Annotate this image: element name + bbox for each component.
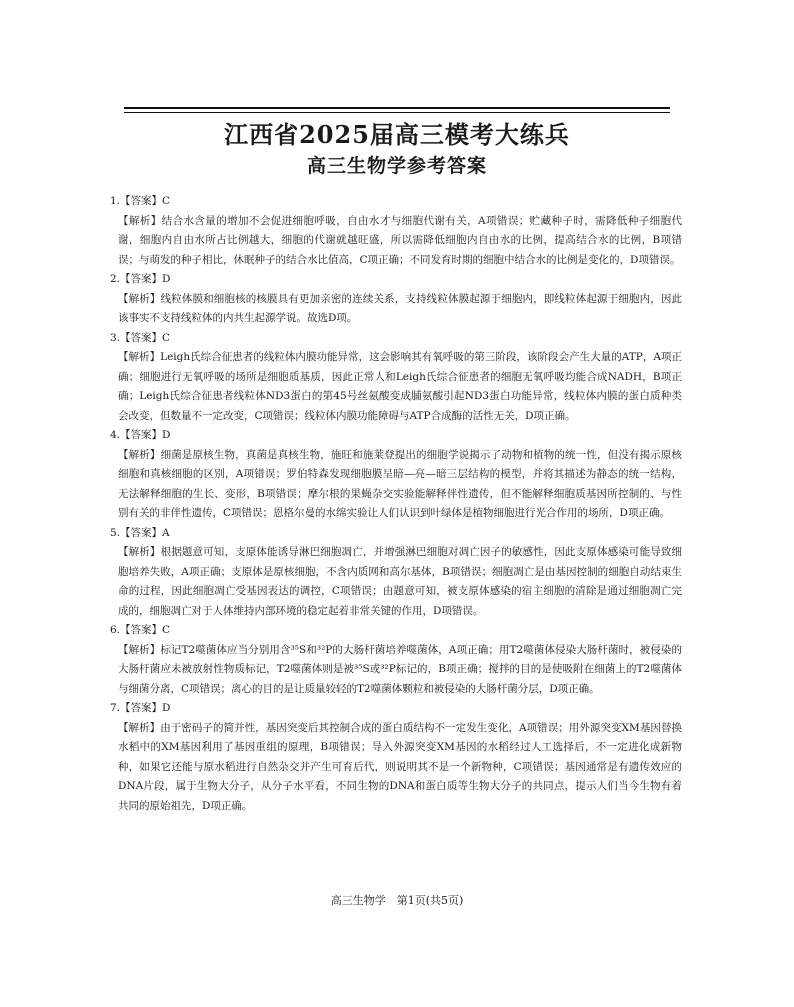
- question-2: [110, 270, 682, 329]
- answer-line: 4.【答案】D: [110, 429, 171, 441]
- explanation-text: 【解析】Leigh氏综合征患者的线粒体内膜功能异常，这会影响其有氧呼吸的第三阶段，该阶段会产生大量的ATP，A项正确；细胞进行无氧呼吸的场所是细胞质基质，因此正常人和Leigh氏综合征患者的细胞无氧呼吸均能合成NADH，B项正确；Leigh氏综合征患者线粒体ND3蛋白的第45号丝氨酸变成脯氨酸引起ND3蛋白功能异常，线粒体内膜的蛋白质种类会改变，但数量不一定改变，C项错误；线粒体内膜功能障碍与ATP合成酶的活性无关，D项正确。: [118, 351, 682, 422]
- question-1: [110, 192, 682, 270]
- question-4: [110, 426, 682, 524]
- answer-line: 3.【答案】C: [110, 331, 171, 344]
- explanation-text: 【解析】结合水含量的增加不会促进细胞呼吸，自由水才与细胞代谢有关，A项错误；贮藏种子时，需降低种子细胞代谢，细胞内自由水所占比例越大，细胞的代谢就越旺盛，所以需降低细胞内自由水的比例，提高结合水的比例，B项错误；与萌发的种子相比，休眠种子的结合水比值高，C项正确；不同发育时期的细胞中结合水的比例是变化的，D项错误。: [118, 214, 682, 266]
- explanation-text: 【解析】细菌是原核生物，真菌是真核生物，施旺和施莱登提出的细胞学说揭示了动物和植物的统一性，但没有揭示原核细胞和真核细胞的区别，A项错误；罗伯特森发现细胞膜呈暗—亮—暗三层结构的模型，并将其描述为静态的统一结构，无法解释细胞的生长、变形，B项错误；摩尔根的果蝇杂交实验能解释伴性遗传，但不能解释细胞质基因所控制的、与性别有关的非伴性遗传，C项错误；恩格尔曼的水绵实验让人们认识到叶绿体是植物细胞进行光合作用的场所，D项正确。: [118, 448, 682, 519]
- question-7: [110, 699, 682, 816]
- explanation-text: 【解析】根据题意可知，支原体能诱导淋巴细胞凋亡，并增强淋巴细胞对凋亡因子的敏感性，因此支原体感染可能导致细胞培养失败，A项正确；支原体是原核细胞，不含内质网和高尔基体，B项错误；细胞凋亡是由基因控制的细胞自动结束生命的过程，因此细胞凋亡受基因表达的调控，C项错误；由题意可知，被支原体感染的宿主细胞的清除是通过细胞凋亡完成的，细胞凋亡对于人体维持内部环境的稳定起着非常关键的作用，D项错误。: [118, 546, 682, 617]
- answer-line: 1.【答案】C: [110, 195, 171, 207]
- answer-line: 2.【答案】D: [110, 273, 171, 285]
- document-subtitle: 高三生物学参考答案: [306, 155, 487, 177]
- answer-line: 7.【答案】D: [110, 702, 171, 714]
- explanation-text: 【解析】标记T2噬菌体应当分别用含³⁵S和³²P的大肠杆菌培养噬菌体，A项正确；用T2噬菌体侵染大肠杆菌时，被侵染的大肠杆菌应未被放射性物质标记，T2噬菌体则是被³⁵S或³²P标记的，B项正确；搅拌的目的是使吸附在细菌上的T2噬菌体与细菌分离，C项错误；离心的目的是让质量较轻的T2噬菌体颗粒和被侵染的大肠杆菌分层，D项正确。: [118, 643, 682, 695]
- answer-line: 6.【答案】C: [110, 624, 171, 636]
- answer-list: [110, 192, 682, 816]
- answer-line: 5.【答案】A: [110, 526, 170, 539]
- document-title: 江西省2025届高三模考大练兵: [224, 120, 570, 149]
- question-6: [110, 621, 682, 699]
- question-5: [110, 524, 682, 622]
- explanation-text: 【解析】线粒体膜和细胞核的核膜具有更加亲密的连续关系，支持线粒体膜起源于细胞内，即线粒体起源于细胞内，因此该事实不支持线粒体的内共生起源学说。故选D项。: [118, 292, 682, 324]
- page-footer: 高三生物学 第1页(共5页): [330, 894, 464, 907]
- question-3: [110, 329, 682, 427]
- explanation-text: 【解析】由于密码子的简并性，基因突变后其控制合成的蛋白质结构不一定发生变化，A项错误；用外源突变XM基因替换水稻中的XM基因利用了基因重组的原理，B项错误；导入外源突变XM基因的水稻经过人工选择后，不一定进化成新物种，如果它还能与原水稻进行自然杂交并产生可育后代，则说明其不是一个新物种，C项错误；基因通常是有遗传效应的DNA片段，属于生物大分子，从分子水平看，不同生物的DNA和蛋白质等生物大分子的共同点，提示人们当今生物有着共同的原始祖先，D项正确。: [118, 721, 682, 812]
- header-rule-thin: [124, 112, 670, 113]
- header-rule-thick: [124, 107, 670, 109]
